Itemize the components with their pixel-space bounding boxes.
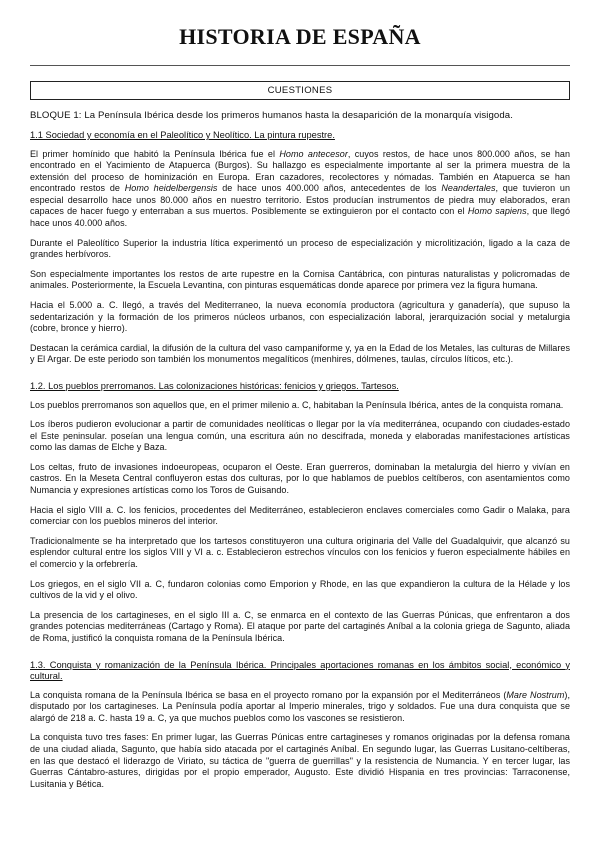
text-run: La presencia de los cartagineses, en el siglo III a. C, se enmarca en el contexto de las Guerras Púnicas, que enfrentaron a dos grandes potencias mediterráneas (Cartago y Roma). El ataque por parte del cartaginés Aníbal a la colonia griega de Sagunto, aliada de Roma, justificó la conquista romana de la Península Ibérica. [30, 609, 570, 643]
italic-term: Homo heidelbergensis [124, 183, 218, 194]
block-heading: BLOQUE 1: La Península Ibérica desde los primeros humanos hasta la desaparición de la monarquía visigoda. [30, 110, 513, 121]
paragraph [30, 343, 570, 366]
italic-term: Mare Nostrum [506, 689, 565, 700]
section-box-label: CUESTIONES [30, 81, 570, 100]
paragraph [30, 579, 570, 602]
text-run: La conquista romana de la Península Ibérica se basa en el proyecto romano por la expansión por el Mediterráneos ( [30, 689, 507, 700]
text-run: , cuyos restos, de hace unos 800.000 años, se han encontrado en el Yacimiento de Atapuerca (Burgos). Su hallazgo es especialmente importante al ser la primera muestra de la extensión del proceso de hominización en Europa. Eran cazadores, recolectores y nómadas. También en Atapuerca se han encontrado restos de [30, 148, 570, 194]
text-run: El primer homínido que habitó la Península Ibérica fue el [30, 148, 280, 159]
text-run: Son especialmente importantes los restos de arte rupestre en la Cornisa Cantábrica, con pinturas naturalistas y policromadas de animales. Posteriormente, la Escuela Levantina, con pinturas esquemáticas donde aparece por primera vez la figura humana. [30, 268, 570, 291]
section-heading: 1.3. Conquista y romanización de la Península Ibérica. Principales aportaciones romanas en los ámbitos social, económico y cultural. [30, 659, 570, 682]
paragraph [30, 462, 570, 497]
text-run: La conquista tuvo tres fases: En primer lugar, las Guerras Púnicas entre cartagineses y romanos originadas por la defensa romana de una ciudad aliada, Sagunto, que había sido atacada por el cartaginés Aníbal. En segundo lugar, las Guerras Lusitano-celtíberas, en las que destacó el liderazgo de Viriato, su táctica de "guerra de guerrillas" y la resistencia de Numancia. Y en tercer lugar, las Guerras Cántabro-astures, dirigidas por el propio emperador, Augusto. Este dividió Hispania en tres provincias: Tarraconense, Lusitania y Bética. [30, 732, 570, 789]
section-1-2 [30, 381, 570, 645]
title-divider [30, 65, 570, 66]
text-run: , que llegó hace unos 40.000 años. [30, 206, 570, 229]
paragraph [30, 300, 570, 335]
section-heading: 1.2. Los pueblos prerromanos. Las colonizaciones históricas: fenicios y griegos. Tartesos. [30, 381, 399, 391]
text-run: , que tuvieron un especial desarrollo hace unos 80.000 años en nuestro territorio. Estos producían instrumentos de piedra muy elaborados, eran capaces de hacer fuego y enterraban a sus muertos. Posiblemente se extinguieron por el contacto con el [30, 183, 571, 217]
paragraph [30, 149, 570, 230]
text-run: Durante el Paleolítico Superior la industria lítica experimentó un proceso de especialización y microlitización, ligado a la caza de grandes herbívoros. [30, 237, 570, 260]
text-run: Los griegos, en el siglo VII a. C, fundaron colonias como Emporion y Rhode, en las que expandieron la cultura de la Hélade y los cultivos de la vid y el olivo. [30, 578, 570, 601]
paragraph [30, 690, 570, 725]
section-1-1 [30, 130, 570, 366]
paragraph [30, 505, 570, 528]
italic-term: Homo antecesor [279, 148, 348, 159]
paragraph [30, 610, 570, 645]
text-run: Los íberos pudieron evolucionar a partir de comunidades neolíticas o llegar por la vía mediterránea, ocupando con ciudades-estado el Este peninsular. poseían una lengua común, una escritura aún no descifrada, moneda y elaboradas manifestaciones artísticas como las damas de Elche y Baza. [30, 419, 570, 453]
italic-term: Neandertales [441, 183, 496, 194]
text-run: Hacia el siglo VIII a. C. los fenicios, procedentes del Mediterráneo, establecieron enclaves comerciales como Gadir o Malaka, para comerciar con los pueblos mineros del interior. [30, 504, 570, 527]
text-run: Tradicionalmente se ha interpretado que los tartesos constituyeron una cultura originaria del Valle del Guadalquivir, que alcanzó su esplendor cultural entre los siglos VIII y VI a. c. Establecieron estrechos vínculos con los fenicios y fueron especialmente hábiles en el comercio y la orfebrería. [30, 535, 570, 570]
text-run: Destacan la cerámica cardial, la difusión de la cultura del vaso campaniforme y, ya en la Edad de los Metales, las culturas de Millares y El Argar. De este periodo son también los monumentos megalíticos (menhires, dólmenes, taulas, círculos líticos, etc.). [30, 342, 570, 365]
section-1-3 [30, 660, 570, 791]
text-run: Hacia el 5.000 a. C. llegó, a través del Mediterraneo, la nueva economía productora (agricultura y ganadería), que supuso la sedentarización y la formación de los primeros núcleos urbanos, con especialización laboral, jerarquización social y metalurgia (cobre, bronce y hierro). [30, 300, 570, 334]
paragraph [30, 732, 570, 790]
text-run: Los pueblos prerromanos son aquellos que, en el primer milenio a. C, habitaban la Península Ibérica, antes de la conquista romana. [30, 399, 564, 410]
text-run: ), disputado por los cartagineses. La Península podía aportar al Imperio minerales, trigo y soldados. Fue una dura conquista que se alargó de 218 a. C. hasta 19 a. C, ya que muchos pueblos como los vascones se resistieron. [30, 689, 570, 723]
paragraph [30, 419, 570, 454]
paragraph [30, 536, 570, 571]
page-title: HISTORIA DE ESPAÑA [179, 24, 421, 49]
text-run: de hace unos 400.000 años, antecedentes de los [217, 183, 442, 194]
italic-term: Homo sapiens [467, 206, 527, 217]
paragraph [30, 400, 570, 412]
paragraph [30, 269, 570, 292]
text-run: Los celtas, fruto de invasiones indoeuropeas, ocuparon el Oeste. Eran guerreros, dominaban la metalurgia del hierro y vivían en castros. En la Meseta Central confluyeron estas dos culturas, por lo que hablamos de pueblos celtíberos, con asentamientos como Numancia y expresiones artísticas como los Toros de Guisando. [30, 461, 570, 496]
paragraph [30, 238, 570, 261]
section-heading: 1.1 Sociedad y economía en el Paleolítico y Neolítico. La pintura rupestre. [30, 130, 335, 140]
